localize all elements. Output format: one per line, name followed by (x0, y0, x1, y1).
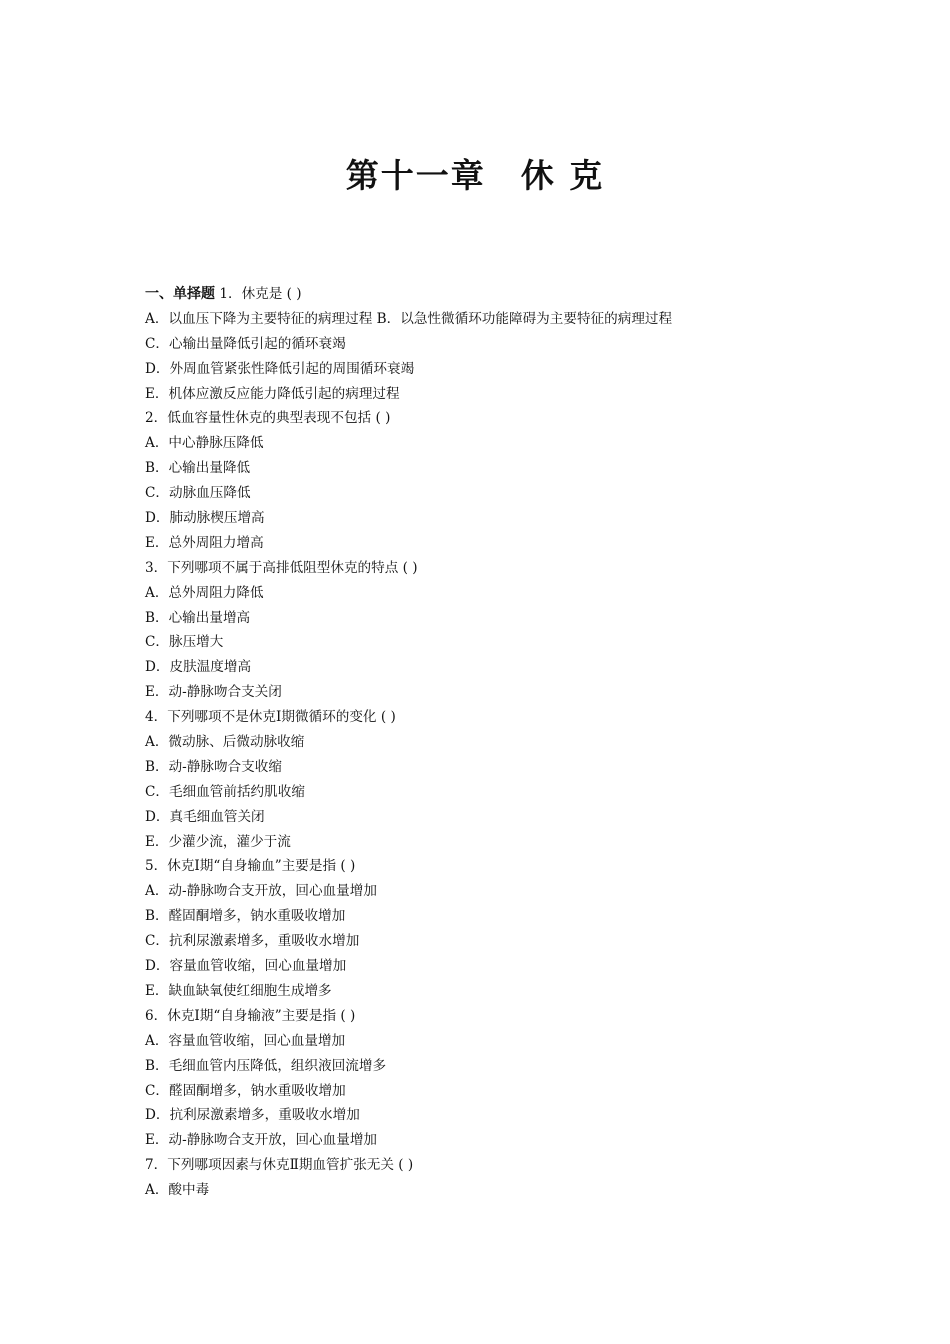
text-line: A．容量血管收缩，回心血量增加 (145, 1032, 346, 1049)
text-line: E．机体应激反应能力降低引起的病理过程 (145, 385, 400, 402)
text-line: E．缺血缺氧使红细胞生成增多 (145, 982, 332, 999)
text-line: B．心输出量降低 (145, 460, 251, 477)
text-line: A．酸中毒 (145, 1182, 210, 1199)
first-line (145, 282, 865, 307)
text-line: C．心输出量降低引起的循环衰竭 (145, 335, 346, 352)
text-line: D．真毛细血管关闭 (145, 808, 265, 825)
chapter-title: 第十一章 休 克 (345, 156, 605, 195)
text-line: 4．下列哪项不是休克Ⅰ期微循环的变化 ( ) (145, 709, 396, 726)
text-line: E．少灌少流，灌少于流 (145, 833, 291, 850)
text-line: A．总外周阻力降低 (145, 584, 264, 601)
section-heading: 一、单择题 (145, 286, 215, 302)
text-line: E．总外周阻力增高 (145, 534, 264, 551)
text-line: D．皮肤温度增高 (145, 659, 252, 676)
text-line: 2．低血容量性休克的典型表现不包括 ( ) (145, 410, 391, 427)
text-line: B．毛细血管内压降低，组织液回流增多 (145, 1057, 387, 1074)
question-body (145, 282, 865, 1203)
text-line: A．微动脉、后微动脉收缩 (145, 734, 305, 751)
text-line: D．外周血管紧张性降低引起的周围循环衰竭 (145, 360, 415, 377)
text-line: B．心输出量增高 (145, 609, 251, 626)
text-line: 6．休克Ⅰ期“自身输液”主要是指 ( ) (145, 1007, 356, 1024)
text-line: 7．下列哪项因素与休克Ⅱ期血管扩张无关 ( ) (145, 1157, 414, 1174)
question-lines (145, 307, 865, 1203)
text-line: B．醛固酮增多，钠水重吸收增加 (145, 908, 346, 925)
text-line: C．抗利尿激素增多，重吸收水增加 (145, 933, 360, 950)
text-line: C．醛固酮增多，钠水重吸收增加 (145, 1082, 346, 1099)
text-line: A．以血压下降为主要特征的病理过程 B．以急性微循环功能障碍为主要特征的病理过程 (145, 310, 673, 327)
question-1: 1．休克是 ( ) (219, 286, 302, 302)
text-line: A．动-静脉吻合支开放，回心血量增加 (145, 883, 377, 900)
text-line: 5．休克Ⅰ期“自身输血”主要是指 ( ) (145, 858, 356, 875)
text-line: A．中心静脉压降低 (145, 435, 264, 452)
text-line: C．毛细血管前括约肌收缩 (145, 783, 305, 800)
text-line: D．肺动脉楔压增高 (145, 510, 265, 527)
text-line: C．动脉血压降低 (145, 485, 251, 502)
text-line: B．动-静脉吻合支收缩 (145, 758, 282, 775)
text-line: 3．下列哪项不属于高排低阻型休克的特点 ( ) (145, 559, 418, 576)
text-line: E．动-静脉吻合支关闭 (145, 684, 282, 701)
text-line: D．容量血管收缩，回心血量增加 (145, 958, 347, 975)
text-line: E．动-静脉吻合支开放，回心血量增加 (145, 1132, 378, 1149)
text-line: C．脉压增大 (145, 634, 224, 651)
text-line: D．抗利尿激素增多，重吸收水增加 (145, 1107, 360, 1124)
